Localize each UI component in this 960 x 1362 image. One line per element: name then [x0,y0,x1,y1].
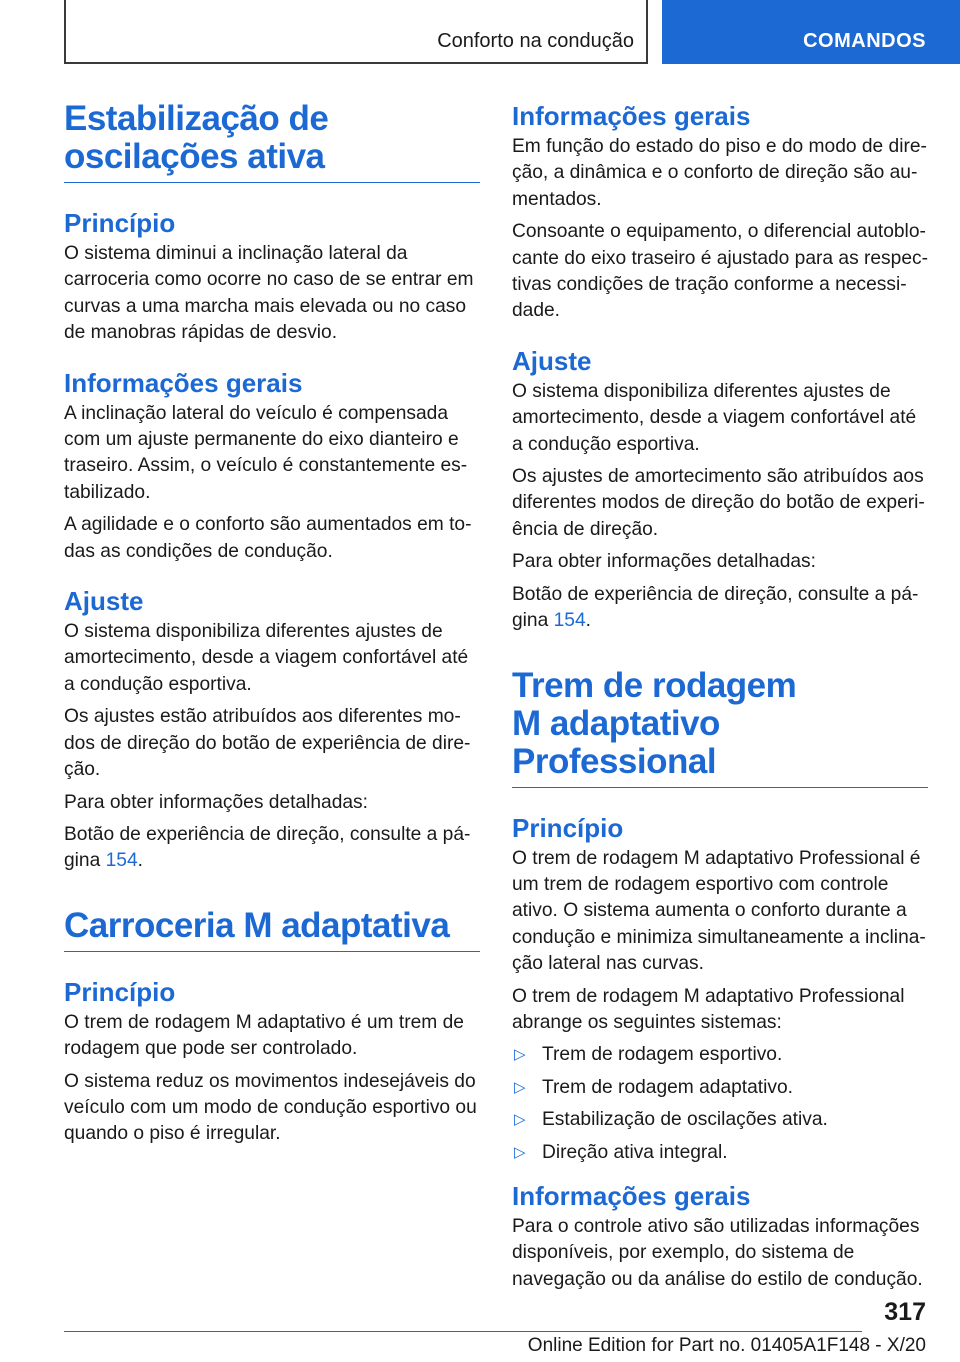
paragraph: O trem de rodagem M adaptativo Professional é um trem de rodagem esportivo com controle ativo. O sistema aumenta o conforto durante a condução e minimiza simultaneamente a inclinação lateral nas curvas. [512,847,926,975]
page-link[interactable]: 154 [105,850,138,872]
edition-text: Online Edition for Part no. 01405A1F148 - X/20 [527,1335,926,1356]
subheading-informacoes: Informações gerais [512,101,751,131]
header-chapter-tab [64,0,648,64]
paragraph: O sistema reduz os movimentos indesejáveis do veículo com um modo de condução esportivo ou quando o piso é irregular. [64,1070,477,1145]
section-heading-trem-de-rodagem [512,667,928,788]
systems-list [512,1042,928,1166]
paragraph: Para obter informações detalhadas: [64,791,368,813]
paragraph: O sistema diminui a inclinação lateral da carroceria como ocorre no caso de se entrar em curvas a uma marcha mais elevada ou no caso de manobras rápidas de desvio. [64,243,474,344]
paragraph-text: Botão de experiência de direção, consulte a página [64,823,471,872]
paragraph: O sistema disponibiliza diferentes ajustes de amortecimento, desde a viagem confortável até a condução esportiva. [512,380,917,455]
triangle-bullet-icon: ▷ [514,1143,526,1161]
paragraph: A agilidade e o conforto são aumentados em todas as condições de condução. [64,514,472,562]
list-item [512,1042,928,1068]
list-item [512,1075,928,1101]
paragraph: Os ajustes estão atribuídos aos diferentes modos de direção do botão de experiência de direção. [64,706,471,781]
paragraph: Para o controle ativo são utilizadas informações disponíveis, por exemplo, do sistema de navegação ou da análise do estilo de condução. [512,1215,923,1290]
paragraph: O trem de rodagem M adaptativo Professional abrange os seguintes sistemas: [512,985,905,1033]
subheading-informacoes: Informações gerais [512,1180,751,1211]
footer-divider [64,1331,862,1332]
page-number: 317 [884,1298,926,1326]
paragraph: Consoante o equipamento, o diferencial autoblocante do eixo traseiro é ajustado para as respectivas condições de tração conforme a necessidade. [512,221,928,322]
paragraph: O sistema disponibiliza diferentes ajustes de amortecimento, desde a viagem confortável até a condução esportiva. [64,621,469,695]
page-link[interactable]: 154 [553,610,586,632]
paragraph: O trem de rodagem M adaptativo é um trem de rodagem que pode ser controlado. [64,1011,464,1060]
paragraph: Os ajustes de amortecimento são atribuídos aos diferentes modos de direção do botão de experiência de direção. [512,466,925,540]
subheading-ajuste: Ajuste [512,345,592,376]
paragraph: Em função do estado do piso e do modo de direção, a dinâmica e o conforto de direção são aumentados. [512,136,927,210]
subheading-ajuste: Ajuste [64,586,144,617]
triangle-bullet-icon: ▷ [514,1078,526,1096]
chapter-title: Conforto na condução [437,30,634,52]
subheading-principio: Princípio [64,976,176,1007]
right-column [512,100,928,1299]
heading-line-2: M adaptativo Professional [512,703,720,781]
section-title: COMANDOS [803,30,926,52]
paragraph-with-link: Botão de experiência de direção, consulte a página 154. [512,583,919,632]
triangle-bullet-icon: ▷ [514,1111,526,1129]
left-column [64,100,480,1154]
subheading-principio: Princípio [64,208,176,238]
list-item-text: Estabilização de oscilações ativa. [542,1109,828,1131]
triangle-bullet-icon: ▷ [514,1046,526,1064]
section-heading-carroceria: Carroceria M adaptativa [64,907,480,952]
subheading-principio: Princípio [512,812,624,843]
list-item [512,1140,928,1166]
subheading-informacoes: Informações gerais [64,367,303,398]
list-item [512,1107,928,1133]
paragraph: A inclinação lateral do veículo é compensada com um ajuste permanente do eixo dianteiro e traseiro. Assim, o veículo é constantemente estabilizado. [64,402,468,503]
list-item-text: Trem de rodagem adaptativo. [542,1076,793,1098]
list-item-text: Trem de rodagem esportivo. [542,1044,783,1066]
paragraph-text: Botão de experiência de direção, consulte a página [512,583,919,632]
header-section-tab[interactable] [662,0,960,64]
section-heading-estabilizacao: Estabilização de oscilações ativa [64,100,480,183]
list-item-text: Direção ativa integral. [542,1141,728,1163]
paragraph: Para obter informações detalhadas: [512,551,816,573]
paragraph-with-link: Botão de experiência de direção, consulte a página 154. [64,823,471,872]
heading-line-1: Trem de rodagem [512,665,797,705]
